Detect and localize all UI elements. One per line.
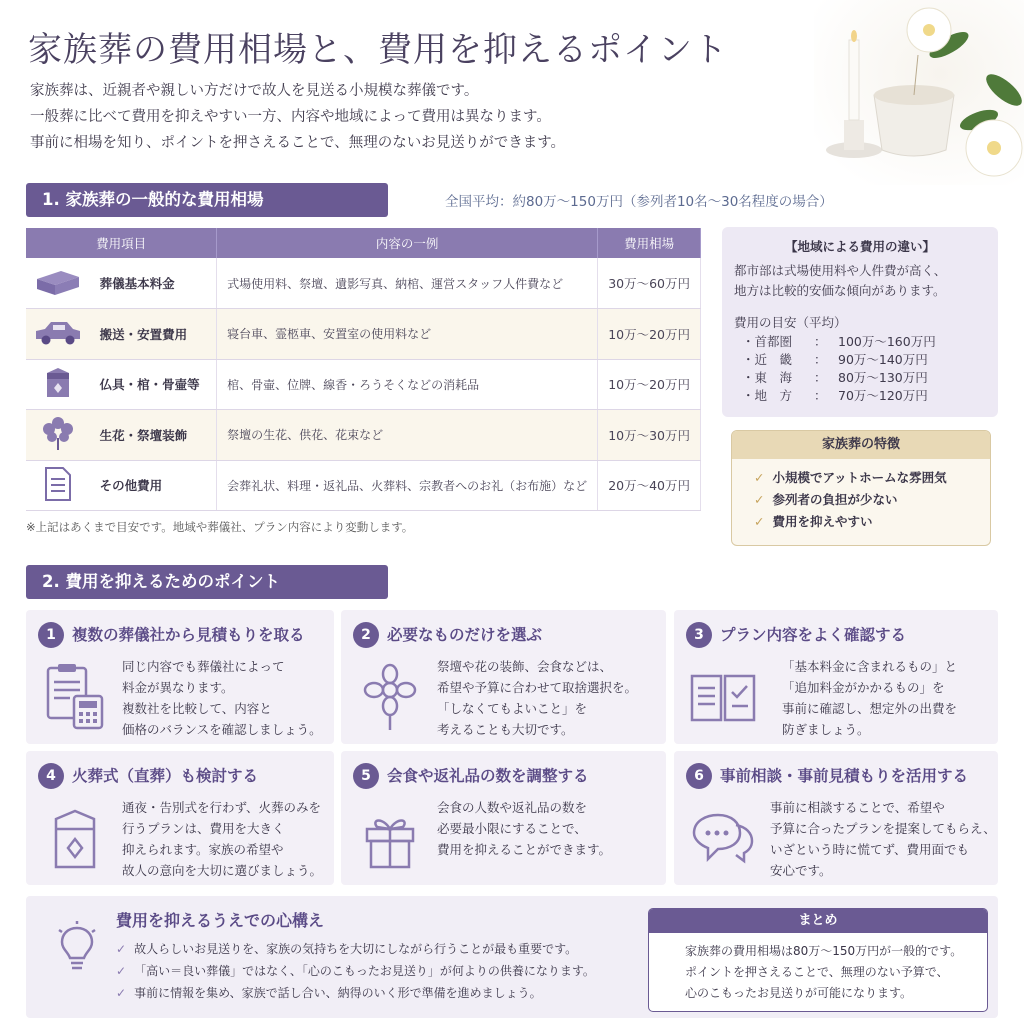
point-line: 安心です。 [770,863,832,878]
intro-line: 事前に相場を知り、ポイントを押さえることで、無理のないお見送りができます。 [30,135,566,151]
summary-line: 家族葬の費用相場は80万〜150万円が一般的です。 [685,944,963,958]
point-line: 希望や予算に合わせて取捨選択を。 [437,680,638,695]
mindset-text: 事前に情報を集め、家族で話し合い、納得のいく形で準備を進めましょう。 [134,986,542,1000]
mindset-item [116,938,595,960]
car-icon [33,317,83,347]
point-body [437,656,637,740]
region-price: 80万〜130万円 [838,370,928,385]
summary-title: まとめ [649,909,987,933]
section1-heading: 1. 家族葬の一般的な費用相場 [26,183,388,217]
intro-line: 家族葬は、近親者や親しい方だけで故人を見送る小規模な葬儀です。 [30,83,479,99]
region-price: 100万〜160万円 [838,334,936,349]
mindset-text: 故人らしいお見送りを、家族の気持ちを大切にしながら行うことが最も重要です。 [134,942,578,956]
feature-item [754,489,990,511]
features-panel [731,430,991,546]
candle-flower-photo [814,0,1024,185]
region-desc [734,261,986,301]
point-line: 会食の人数や返礼品の数を [437,800,588,815]
region-row: ・首都圏 ： 100万〜160万円 [734,333,986,351]
features-title: 家族葬の特徴 [732,431,990,459]
check-icon: ✓ [116,942,127,956]
feature-item [754,511,990,533]
check-icon: ✓ [754,514,765,529]
region-row: ・地 方 ： 70万〜120万円 [734,387,986,405]
national-average: 全国平均：約80万〜150万円（参列者10名〜30名程度の場合） [445,194,833,210]
point-line: 複数社を比較して、内容と [122,701,272,716]
feature-text: 小規模でアットホームな雰囲気 [772,470,947,485]
summary-body [649,933,987,1004]
mindset-list [116,938,595,1004]
point-card [341,751,666,885]
point-number: 5 [353,763,379,789]
intro-text [30,78,565,156]
table-row [26,258,701,309]
mindset-title: 費用を抑えるうえでの心構え [116,911,325,930]
region-panel [722,227,998,417]
flower-icon [355,662,425,732]
region-name: ・東 海 [742,370,793,385]
cost-price: 10万〜20万円 [598,359,701,410]
point-line: 事前に確認し、想定外の出費を [782,701,958,716]
point-body [122,656,322,740]
urn-box-icon [41,365,75,401]
check-icon: ✓ [754,470,765,485]
column-header: 費用項目 [26,228,217,258]
point-line: 費用を抑えることができます。 [437,842,612,857]
feature-item [754,467,990,489]
cost-desc: 会葬礼状、料理・返礼品、火葬料、宗教者へのお礼（お布施）など [217,460,598,511]
table-row [26,359,701,410]
region-name: ・近 畿 [742,352,793,367]
cost-item: 葬儀基本料金 [90,258,217,309]
section2-heading: 2. 費用を抑えるためのポイント [26,565,388,599]
mindset-text: 「高い＝良い葬儀」ではなく、「心のこもったお見送り」が何よりの供養になります。 [134,964,595,978]
point-body [437,797,611,860]
point-number: 6 [686,763,712,789]
point-title: 複数の葬儀社から見積もりを取る [72,626,305,644]
region-row: ・近 畿 ： 90万〜140万円 [734,351,986,369]
point-line: 「追加料金がかかるもの」を [782,680,945,695]
point-card [674,610,998,744]
column-header: 内容の一例 [217,228,598,258]
summary-line: 心のこもったお見送りが可能になります。 [685,986,913,1000]
open-book-icon [688,662,758,732]
point-card [26,610,334,744]
page-title: 家族葬の費用相場と、費用を抑えるポイント [28,30,728,70]
point-title: プラン内容をよく確認する [720,626,907,644]
intro-line: 一般葬に比べて費用を抑えやすい一方、内容や地域によって費用は異なります。 [30,109,551,125]
cost-desc: 式場使用料、祭壇、遺影写真、納棺、運営スタッフ人件費など [217,258,598,309]
point-line: 防ぎましょう。 [782,722,870,737]
point-line: 料金が異なります。 [122,680,234,695]
flower-icon [39,414,77,452]
gift-icon [355,803,425,873]
point-line: いざという時に慌てず、費用面でも [770,842,970,857]
point-line: 価格のバランスを確認しましょう。 [122,722,322,737]
point-line: 「しなくてもよいこと」を [437,701,588,716]
point-body [770,797,996,881]
point-line: 祭壇や花の装飾、会食などは、 [437,659,613,674]
mindset-item [116,982,595,1004]
table-row [26,460,701,511]
point-body [122,797,322,881]
summary-line: ポイントを押さえることで、無理のない予算で、 [685,965,949,979]
table-row [26,309,701,360]
feature-text: 費用を抑えやすい [772,514,873,529]
region-subtitle: 費用の目安（平均） [734,315,847,330]
point-line: 事前に相談することで、希望や [770,800,945,815]
header [0,0,1024,180]
point-title: 火葬式（直葬）も検討する [72,767,259,785]
point-line: 行うプランは、費用を大きく [122,821,285,836]
table-note: ※上記はあくまで目安です。地域や葬儀社、プラン内容により変動します。 [26,520,414,534]
check-icon: ✓ [116,964,127,978]
point-card [26,751,334,885]
region-desc-line: 都市部は式場使用料や人件費が高く、 [734,263,947,278]
point-title: 事前相談・事前見積もりを活用する [720,767,969,785]
region-row: ・東 海 ： 80万〜130万円 [734,369,986,387]
point-line: 考えることも大切です。 [437,722,574,737]
cost-desc: 祭壇の生花、供花、花束など [217,410,598,461]
cost-table [26,228,701,511]
estimate-calculator-icon [40,662,110,732]
chat-bubbles-icon [688,803,758,873]
point-card [674,751,998,885]
check-icon: ✓ [116,986,127,1000]
point-number: 2 [353,622,379,648]
cost-item: その他費用 [90,460,217,511]
cost-desc: 棺、骨壷、位牌、線香・ろうそくなどの消耗品 [217,359,598,410]
check-icon: ✓ [754,492,765,507]
cost-item: 生花・祭壇装飾 [90,410,217,461]
point-number: 1 [38,622,64,648]
region-name: ・首都圏 [742,334,793,349]
mindset-item [116,960,595,982]
point-title: 必要なものだけを選ぶ [387,626,543,644]
point-title: 会食や返礼品の数を調整する [387,767,589,785]
cost-price: 20万〜40万円 [598,460,701,511]
urn-box-icon [40,803,110,873]
point-line: 通夜・告別式を行わず、火葬のみを [122,800,322,815]
point-number: 3 [686,622,712,648]
table-row [26,410,701,461]
cost-price: 30万〜60万円 [598,258,701,309]
column-header: 費用相場 [598,228,701,258]
point-line: 予算に合ったプランを提案してもらえ、 [770,821,996,836]
region-desc-line: 地方は比較的安価な傾向があります。 [734,283,946,298]
document-icon [43,466,73,502]
point-body [782,656,957,740]
region-name: ・地 方 [742,388,793,403]
cost-price: 10万〜20万円 [598,309,701,360]
point-line: 必要最小限にすることで、 [437,821,587,836]
cost-price: 10万〜30万円 [598,410,701,461]
cost-item: 仏具・棺・骨壷等 [90,359,217,410]
point-line: 「基本料金に含まれるもの」と [782,659,958,674]
point-line: 同じ内容でも葬儀社によって [122,659,285,674]
point-card [341,610,666,744]
point-number: 4 [38,763,64,789]
cost-desc: 寝台車、霊柩車、安置室の使用料など [217,309,598,360]
region-price: 90万〜140万円 [838,352,928,367]
cost-item: 搬送・安置費用 [90,309,217,360]
lightbulb-icon [54,920,100,976]
point-line: 抑えられます。家族の希望や [122,842,284,857]
summary-box [648,908,988,1012]
region-title: 【地域による費用の違い】 [784,239,935,254]
coffin-icon [33,265,83,299]
point-line: 故人の意向を大切に選びましょう。 [122,863,323,878]
feature-text: 参列者の負担が少ない [772,492,898,507]
region-price: 70万〜120万円 [838,388,928,403]
